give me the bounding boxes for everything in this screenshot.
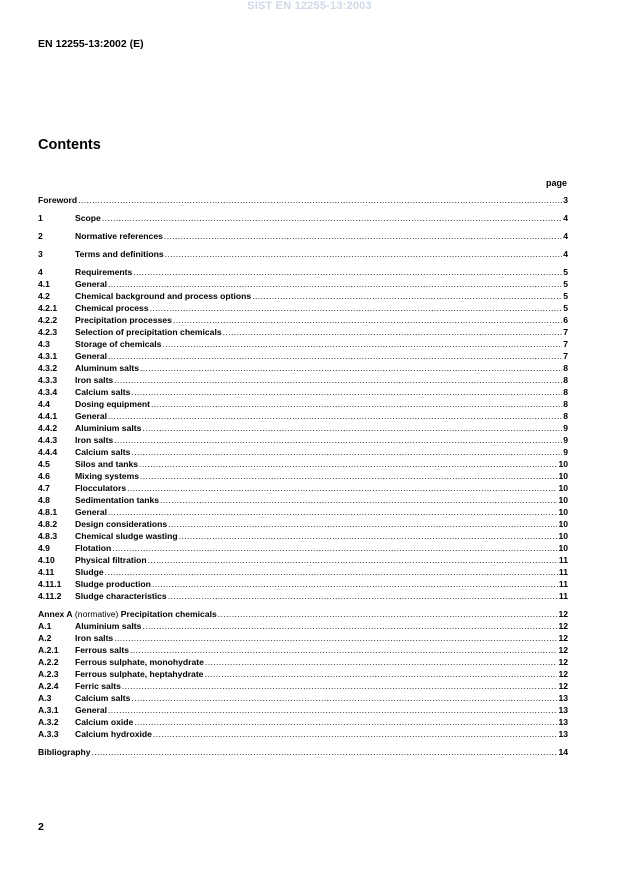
toc-entry-number: 4.3.3	[38, 375, 58, 385]
toc-entry-page: 14	[558, 747, 568, 757]
toc-dot-leader	[153, 728, 558, 740]
toc-entry[interactable]	[38, 446, 568, 458]
toc-entry-page: 12	[558, 609, 568, 619]
toc-entry-number: 4.3.2	[38, 363, 58, 373]
toc-dot-leader	[108, 410, 562, 422]
toc-entry-title: Ferrous sulphate, monohydrate	[75, 657, 204, 667]
toc-dot-leader	[218, 608, 558, 620]
toc-dot-leader	[112, 542, 557, 554]
toc-entry[interactable]	[38, 578, 568, 590]
toc-entry[interactable]	[38, 644, 568, 656]
toc-entry-title: Precipitation processes	[75, 315, 172, 325]
toc-entry-title: Mixing systems	[75, 471, 139, 481]
toc-entry[interactable]	[38, 386, 568, 398]
toc-entry-number: 4.10	[38, 555, 55, 565]
toc-dot-leader	[150, 302, 563, 314]
toc-entry-number: 4.5	[38, 459, 50, 469]
toc-dot-leader	[168, 518, 557, 530]
toc-entry-number: 4.8.1	[38, 507, 58, 517]
toc-entry[interactable]	[38, 542, 568, 554]
toc-entry-number: A.2.4	[38, 681, 59, 691]
toc-entry[interactable]	[38, 350, 568, 362]
toc-entry-number: A.3.2	[38, 717, 59, 727]
toc-entry-title: Sludge production	[75, 579, 151, 589]
toc-dot-leader	[204, 668, 557, 680]
toc-entry-number: A.2.1	[38, 645, 59, 655]
toc-entry[interactable]	[38, 554, 568, 566]
toc-entry-page: 12	[558, 657, 568, 667]
toc-entry-page: 8	[563, 399, 568, 409]
toc-dot-leader	[131, 446, 562, 458]
toc-dot-leader	[130, 644, 557, 656]
toc-entry-number: 2	[38, 231, 43, 241]
toc-entry[interactable]	[38, 692, 568, 704]
toc-dot-leader	[151, 398, 562, 410]
toc-entry-number: A.2.2	[38, 657, 59, 667]
toc-dot-leader	[108, 350, 562, 362]
toc-entry[interactable]	[38, 728, 568, 740]
page-number: 2	[38, 821, 44, 833]
toc-entry-note: (normative)	[72, 609, 121, 619]
toc-dot-leader	[133, 266, 562, 278]
toc-entry-title: Iron salts	[75, 375, 114, 385]
page-column-label: page	[545, 178, 567, 188]
toc-entry-page: 8	[563, 375, 568, 385]
toc-entry-page: 12	[558, 621, 568, 631]
toc-entry-page: 10	[558, 507, 568, 517]
toc-dot-leader	[148, 554, 558, 566]
toc-entry-title: Chemical process	[75, 303, 149, 313]
toc-entry-title: Iron salts	[75, 633, 114, 643]
toc-entry-page: 11	[558, 555, 568, 565]
toc-dot-leader	[160, 494, 557, 506]
toc-entry[interactable]	[38, 338, 568, 350]
toc-dot-leader	[134, 716, 557, 728]
toc-entry[interactable]	[38, 566, 568, 578]
toc-dot-leader	[223, 326, 563, 338]
toc-dot-leader	[164, 230, 562, 242]
toc-entry[interactable]	[38, 518, 568, 530]
toc-entry-title: Calcium salts	[75, 447, 131, 457]
toc-entry[interactable]	[38, 746, 568, 758]
toc-entry-page: 6	[563, 315, 568, 325]
toc-entry-title: Physical filtration	[75, 555, 147, 565]
toc-entry-page: 4	[563, 231, 568, 241]
toc-entry-page: 8	[563, 387, 568, 397]
toc-dot-leader	[108, 278, 562, 290]
toc-entry[interactable]	[38, 314, 568, 326]
toc-entry-title: General	[75, 705, 108, 715]
toc-dot-leader	[102, 212, 562, 224]
toc-entry-page: 12	[558, 645, 568, 655]
toc-entry-title: Storage of chemicals	[75, 339, 162, 349]
toc-dot-leader	[142, 620, 557, 632]
toc-entry-page: 10	[558, 519, 568, 529]
toc-entry[interactable]	[38, 620, 568, 632]
toc-entry-number: 4.8.2	[38, 519, 58, 529]
toc-entry-page: 4	[563, 249, 568, 259]
toc-entry-title: Normative references	[75, 231, 163, 241]
document-identifier: EN 12255-13:2002 (E)	[38, 38, 144, 50]
toc-entry-title: Ferric salts	[75, 681, 121, 691]
toc-entry-title: Silos and tanks	[75, 459, 139, 469]
toc-entry-title: General	[75, 411, 108, 421]
toc-dot-leader	[108, 704, 557, 716]
toc-dot-leader	[131, 386, 562, 398]
toc-entry-title: Ferrous salts	[75, 645, 129, 655]
toc-entry-title: Aluminium salts	[75, 621, 142, 631]
toc-entry-page: 7	[563, 339, 568, 349]
toc-entry-title: Chemical background and process options	[75, 291, 252, 301]
toc-entry-page: 5	[563, 267, 568, 277]
toc-entry-number: 4.8	[38, 495, 50, 505]
toc-entry[interactable]	[38, 434, 568, 446]
toc-entry-number: 3	[38, 249, 43, 259]
toc-entry-number: 4.11.2	[38, 591, 62, 601]
toc-dot-leader	[105, 566, 558, 578]
toc-entry-page: 7	[563, 327, 568, 337]
toc-entry[interactable]	[38, 608, 568, 620]
toc-entry-number: 4.9	[38, 543, 50, 553]
toc-entry-number: 4.6	[38, 471, 50, 481]
toc-entry-title: Flotation	[75, 543, 112, 553]
toc-entry-title: General	[75, 351, 108, 361]
toc-entry[interactable]	[38, 278, 568, 290]
toc-entry-page: 5	[563, 291, 568, 301]
toc-dot-leader	[114, 434, 562, 446]
toc-entry-title: Selection of precipitation chemicals	[75, 327, 222, 337]
toc-entry-number: A.1	[38, 621, 52, 631]
toc-entry-number: 4.3.4	[38, 387, 58, 397]
toc-entry-title: Scope	[75, 213, 101, 223]
toc-entry-number: 4.2.1	[38, 303, 58, 313]
toc-entry[interactable]	[38, 530, 568, 542]
toc-entry-number: 4	[38, 267, 43, 277]
toc-entry-page: 9	[563, 447, 568, 457]
toc-entry-number: 4.11.1	[38, 579, 62, 589]
toc-dot-leader	[114, 632, 557, 644]
toc-entry-title: Calcium salts	[75, 693, 131, 703]
toc-dot-leader	[252, 290, 562, 302]
toc-dot-leader	[173, 314, 562, 326]
toc-entry-page: 8	[563, 411, 568, 421]
toc-entry[interactable]	[38, 494, 568, 506]
toc-entry-number: 4.2.2	[38, 315, 58, 325]
toc-entry-number: A.2.3	[38, 669, 59, 679]
toc-entry-number: 4.11	[38, 567, 55, 577]
toc-dot-leader	[92, 746, 558, 758]
toc-entry-number: 4.2.3	[38, 327, 58, 337]
toc-entry-page: 7	[563, 351, 568, 361]
toc-entry-page: 12	[558, 669, 568, 679]
toc-dot-leader	[131, 692, 557, 704]
toc-entry-page: 5	[563, 303, 568, 313]
toc-dot-leader	[139, 458, 557, 470]
toc-entry[interactable]	[38, 248, 568, 260]
toc-dot-leader	[168, 590, 558, 602]
toc-entry[interactable]	[38, 482, 568, 494]
toc-entry-title: Requirements	[75, 267, 133, 277]
toc-dot-leader	[78, 194, 562, 206]
toc-dot-leader	[108, 506, 557, 518]
toc-entry-title: Foreword	[38, 195, 78, 205]
toc-entry[interactable]	[38, 668, 568, 680]
toc-dot-leader	[122, 680, 558, 692]
toc-dot-leader	[140, 470, 557, 482]
toc-entry-number: 4.4	[38, 399, 50, 409]
toc-entry-page: 13	[558, 705, 568, 715]
toc-entry-title: Iron salts	[75, 435, 114, 445]
toc-entry-title: Sludge characteristics	[75, 591, 167, 601]
toc-entry-page: 12	[558, 633, 568, 643]
toc-entry[interactable]	[38, 326, 568, 338]
toc-entry-number: A.3	[38, 693, 52, 703]
toc-entry-page: 10	[558, 531, 568, 541]
toc-entry-title: Calcium salts	[75, 387, 131, 397]
toc-entry-number: 4.2	[38, 291, 50, 301]
toc-dot-leader	[142, 422, 562, 434]
watermark: SIST EN 12255-13:2003	[247, 0, 372, 12]
toc-entry[interactable]	[38, 194, 568, 206]
toc-entry[interactable]	[38, 716, 568, 728]
toc-dot-leader	[127, 482, 557, 494]
toc-entry-number: 4.3	[38, 339, 50, 349]
toc-entry-title: Dosing equipment	[75, 399, 150, 409]
toc-entry-page: 11	[558, 579, 568, 589]
toc-entry-page: 10	[558, 471, 568, 481]
toc-entry[interactable]	[38, 590, 568, 602]
toc-entry-page: 11	[558, 591, 568, 601]
toc-entry-page: 3	[563, 195, 568, 205]
toc-entry-title: Design considerations	[75, 519, 168, 529]
toc-entry-number: 4.4.3	[38, 435, 58, 445]
table-of-contents	[38, 194, 568, 758]
toc-entry[interactable]	[38, 632, 568, 644]
toc-entry-number: A.3.3	[38, 729, 59, 739]
toc-entry-page: 9	[563, 435, 568, 445]
toc-entry[interactable]	[38, 458, 568, 470]
toc-entry[interactable]	[38, 212, 568, 224]
toc-entry-page: 9	[563, 423, 568, 433]
toc-dot-leader	[205, 656, 558, 668]
toc-entry-title: Sedimentation tanks	[75, 495, 160, 505]
toc-entry[interactable]	[38, 290, 568, 302]
toc-entry-title: Flocculators	[75, 483, 127, 493]
toc-entry[interactable]	[38, 470, 568, 482]
toc-entry-title: Ferrous sulphate, heptahydrate	[75, 669, 204, 679]
toc-entry-page: 10	[558, 483, 568, 493]
toc-entry[interactable]	[38, 680, 568, 692]
toc-entry[interactable]	[38, 302, 568, 314]
toc-entry-title: General	[75, 279, 108, 289]
toc-dot-leader	[162, 338, 562, 350]
toc-entry-page: 8	[563, 363, 568, 373]
toc-entry-page: 10	[558, 495, 568, 505]
toc-dot-leader	[165, 248, 563, 260]
toc-entry-page: 13	[558, 693, 568, 703]
toc-entry[interactable]	[38, 506, 568, 518]
toc-entry-number: 4.4.2	[38, 423, 58, 433]
toc-entry-title: General	[75, 507, 108, 517]
toc-entry-title: Bibliography	[38, 747, 91, 757]
toc-entry-number: 1	[38, 213, 43, 223]
toc-entry[interactable]	[38, 266, 568, 278]
toc-entry-number: 4.4.4	[38, 447, 58, 457]
toc-entry-page: 4	[563, 213, 568, 223]
toc-entry[interactable]	[38, 656, 568, 668]
toc-entry-title: Aluminium salts	[75, 423, 142, 433]
toc-entry-page: 12	[558, 681, 568, 691]
toc-dot-leader	[179, 530, 558, 542]
toc-entry[interactable]	[38, 704, 568, 716]
toc-entry-page: 10	[558, 459, 568, 469]
toc-entry-title: Aluminum salts	[75, 363, 139, 373]
toc-entry-page: 5	[563, 279, 568, 289]
toc-entry-page: 13	[558, 717, 568, 727]
toc-dot-leader	[152, 578, 558, 590]
toc-entry[interactable]	[38, 374, 568, 386]
toc-entry[interactable]	[38, 362, 568, 374]
toc-entry-number: A.3.1	[38, 705, 59, 715]
toc-entry-number: 4.7	[38, 483, 50, 493]
toc-entry-number: A.2	[38, 633, 52, 643]
toc-entry[interactable]	[38, 398, 568, 410]
toc-dot-leader	[140, 362, 562, 374]
toc-entry-number: 4.1	[38, 279, 50, 289]
toc-entry-title: Chemical sludge wasting	[75, 531, 178, 541]
toc-entry-page: 13	[558, 729, 568, 739]
toc-dot-leader	[114, 374, 562, 386]
toc-entry-number: 4.8.3	[38, 531, 58, 541]
toc-entry[interactable]	[38, 230, 568, 242]
toc-entry-title: Calcium hydroxide	[75, 729, 152, 739]
toc-entry-title: Sludge	[75, 567, 104, 577]
toc-entry-page: 11	[558, 567, 568, 577]
toc-entry-number: 4.3.1	[38, 351, 58, 361]
toc-entry[interactable]	[38, 422, 568, 434]
toc-entry-page: 10	[558, 543, 568, 553]
toc-entry-number: 4.4.1	[38, 411, 58, 421]
page-title: Contents	[38, 137, 101, 153]
toc-entry-title: Calcium oxide	[75, 717, 134, 727]
toc-entry-title: Terms and definitions	[75, 249, 164, 259]
toc-entry[interactable]	[38, 410, 568, 422]
toc-entry-title: Annex A (normative) Precipitation chemicals	[38, 609, 217, 619]
